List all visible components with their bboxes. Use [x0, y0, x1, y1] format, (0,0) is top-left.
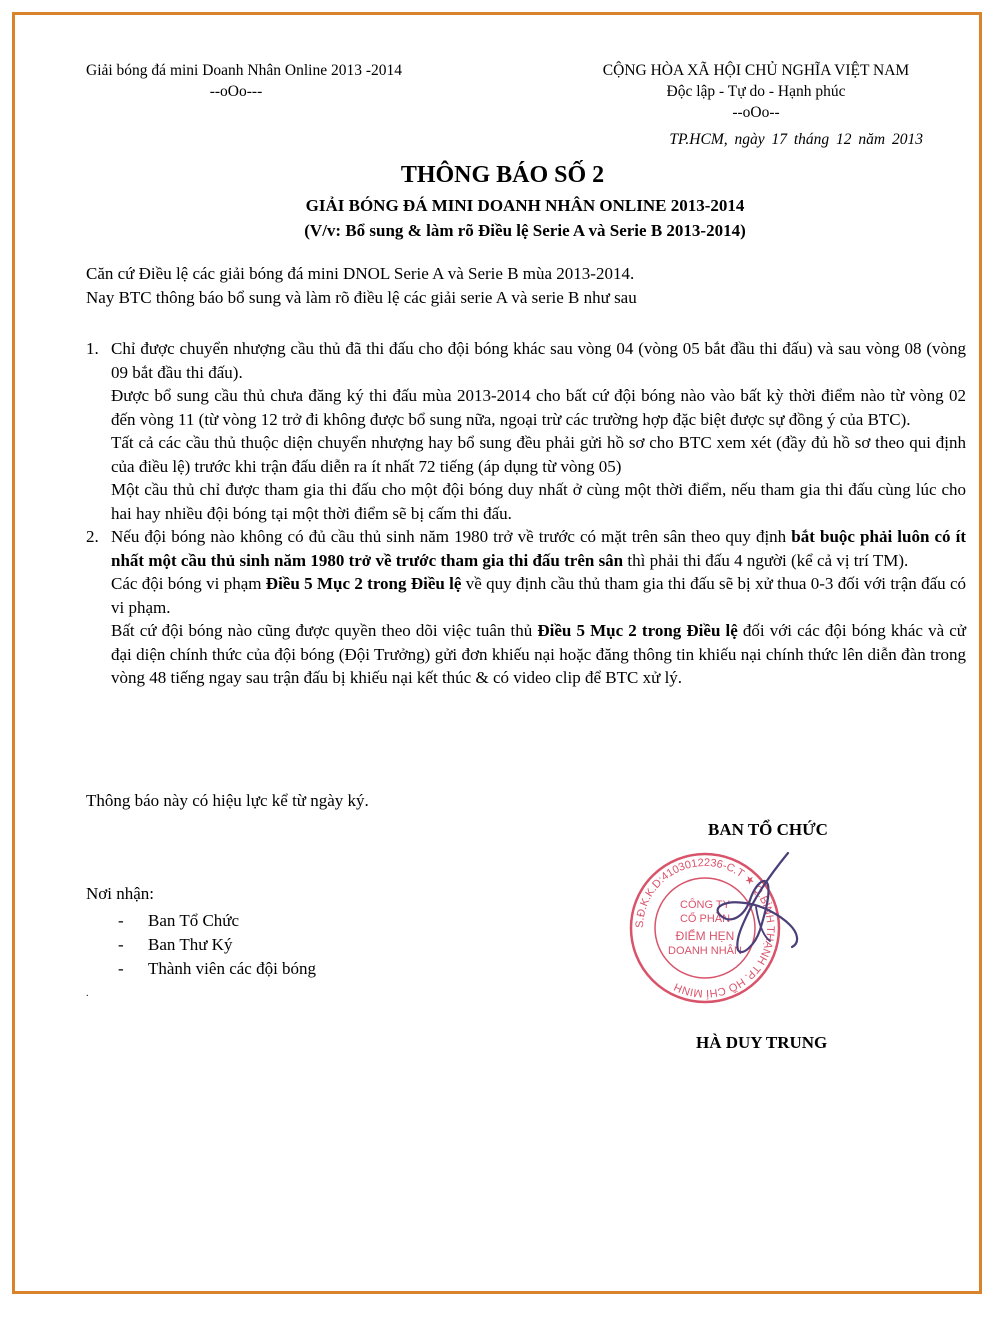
text-span: thì phải thi đấu 4 người (kể cả vị trí TM). — [623, 550, 909, 570]
seal-line3: ĐIỂM HẸN — [675, 929, 735, 943]
subtitle-line1: GIẢI BÓNG ĐÁ MINI DOANH NHÂN ONLINE 2013-2014 — [305, 196, 745, 215]
header-left-line1: Giải bóng đá mini Doanh Nhân Online 2013 -2014 — [86, 62, 402, 79]
item-number: 2. — [86, 527, 99, 546]
header-organizer — [86, 60, 486, 102]
item-paragraph — [111, 619, 966, 690]
item-paragraph — [111, 572, 966, 619]
text-span: Các đội bóng vi phạm — [111, 574, 266, 593]
seal-line1: CÔNG TY — [680, 899, 730, 911]
effective-statement: Thông báo này có hiệu lực kể từ ngày ký. — [86, 791, 369, 810]
list-item — [86, 525, 966, 690]
text-span: về quy định cầu thủ tham gia thi đấu sẽ bị xử thua 0-3 đối với trận đấu có vi phạm. — [111, 574, 966, 617]
item-number: 1. — [86, 339, 99, 358]
document-title: THÔNG BÁO SỐ 2 — [400, 162, 605, 188]
recipients-list — [118, 909, 316, 981]
header-right-line2: Độc lập - Tự do - Hạnh phúc — [666, 83, 846, 100]
bold-reference: Điều 5 Mục 2 trong Điều lệ — [265, 574, 462, 593]
signer-name: HÀ DUY TRUNG — [696, 1033, 828, 1052]
item-paragraph: Chỉ được chuyển nhượng cầu thủ đã thi đấu cho đội bóng khác sau vòng 04 (vòng 05 bắt đầu thi đấu) và sau vòng 08 (vòng 09 bắt đầu thi đấu). — [111, 339, 966, 382]
regulation-list — [86, 337, 966, 690]
seal-ring-text: S.Đ.K.K.D:4103012236-C.T ★ Q.BÌNH THẠNH TP. HỒ CHÍ MINH — [633, 856, 777, 1000]
header-right-line1: CỘNG HÒA XÃ HỘI CHỦ NGHĨA VIỆT NAM — [602, 62, 910, 79]
header-left-separator: --oOo--- — [209, 83, 263, 100]
list-item: - Ban Tổ Chức — [118, 909, 316, 933]
item-paragraph: Tất cả các cầu thủ thuộc diện chuyển nhượng hay bổ sung đều phải gửi hồ sơ cho BTC xem xét (đầy đủ hồ sơ theo qui định của điều lệ) trước khi trận đấu diễn ra ít nhất 72 tiếng (áp dụng từ vòng 05) — [111, 433, 966, 476]
text-span: Bất cứ đội bóng nào cũng được quyền theo dõi việc tuân thủ — [111, 621, 538, 640]
list-item: - Thành viên các đội bóng — [118, 957, 316, 981]
item-paragraph — [111, 525, 966, 572]
stray-dot: . — [86, 988, 89, 999]
header-right-separator: --oOo-- — [732, 104, 780, 121]
document-date: TP.HCM, ngày 17 tháng 12 năm 2013 — [669, 131, 923, 148]
organizer-label: BAN TỔ CHỨC — [708, 820, 828, 839]
header-national-motto — [560, 60, 952, 123]
seal-line2: CỔ PHẦN — [679, 913, 731, 925]
recipients-title: Nơi nhận: — [86, 884, 155, 903]
intro-paragraph — [86, 262, 966, 310]
bold-reference: Điều 5 Mục 2 trong Điều lệ — [537, 621, 738, 640]
item-paragraph: Một cầu thủ chỉ được tham gia thi đấu cho một đội bóng duy nhất ở cùng một thời điểm, nếu tham gia thi đấu cùng lúc cho hai hay nhiều đội bóng tại một thời điểm sẽ bị cấm thi đấu. — [111, 480, 966, 523]
text-span: đối với các đội bóng khác và cử đại diện chính thức của đội bóng (Đội Trưởng) gửi đơn khiếu nại hoặc đăng thông tin khiếu nại chính thức lên diễn đàn trong vòng 48 tiếng ngay sau trận đấu bị khiếu nại kết thúc & có video clip để BTC xử lý. — [111, 621, 966, 687]
signature — [700, 845, 810, 965]
list-item: - Ban Thư Ký — [118, 933, 316, 957]
item-paragraph: Được bổ sung cầu thủ chưa đăng ký thi đấu mùa 2013-2014 cho bất cứ đội bóng nào vào bất kỳ thời điểm nào từ vòng 02 đến vòng 11 (từ vòng 12 trở đi không được bổ sung nữa, ngoại trừ các trường hợp đặc biệt được sự đồng ý của BTC). — [111, 386, 966, 429]
bold-rule: bắt buộc phải luôn có ít nhất một cầu thủ sinh năm 1980 trở về trước tham gia thi đấu trên sân — [111, 527, 967, 570]
subtitle-line2: (V/v: Bổ sung & làm rõ Điều lệ Serie A và Serie B 2013-2014) — [304, 221, 746, 240]
text-span: Nếu đội bóng nào không có đủ cầu thủ sinh năm 1980 trở về trước có mặt trên sân theo quy định — [111, 527, 792, 546]
document-subtitle — [0, 193, 1005, 243]
intro-line1: Căn cứ Điều lệ các giải bóng đá mini DNOL Serie A và Serie B mùa 2013-2014. — [86, 264, 635, 283]
list-item — [86, 337, 966, 525]
seal-line4: DOANH NHÂN — [668, 945, 742, 957]
intro-line2: Nay BTC thông báo bổ sung và làm rõ điều lệ các giải serie A và serie B như sau — [86, 288, 637, 307]
